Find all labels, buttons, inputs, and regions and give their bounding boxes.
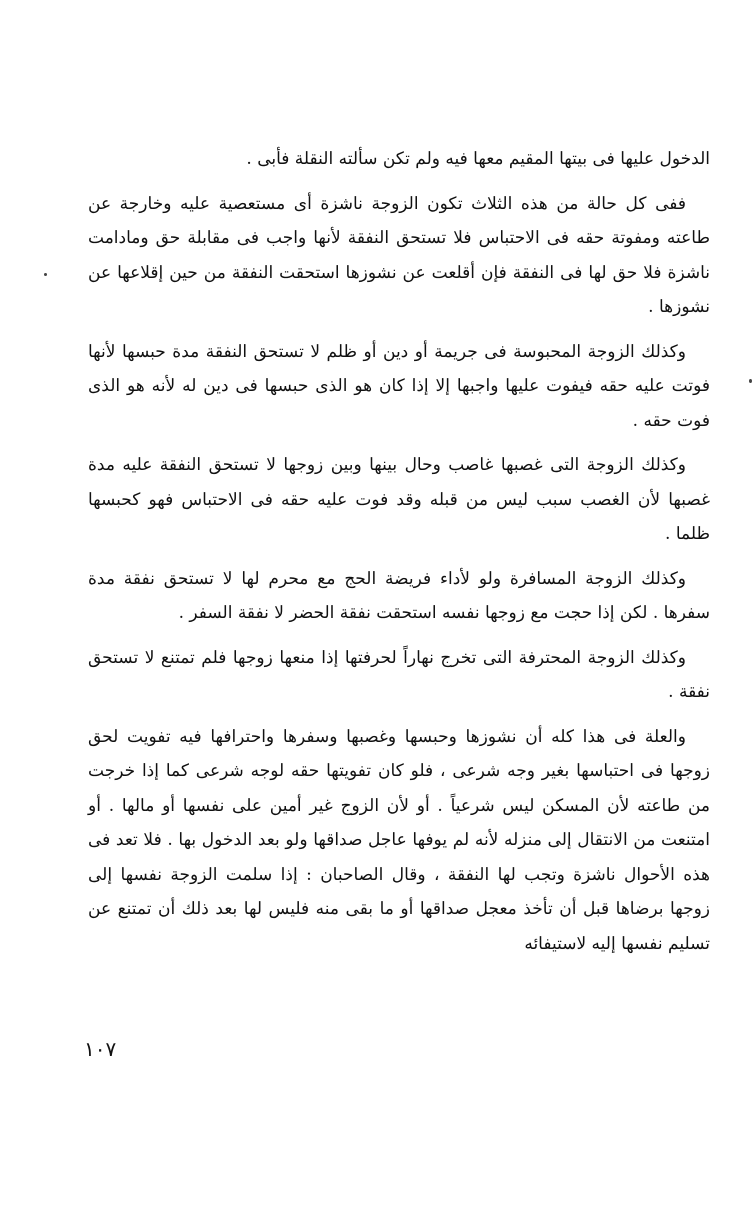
paragraph-imprisoned-wife: وكذلك الزوجة المحبوسة فى جريمة أو دين أو ظلم لا تستحق النفقة مدة حبسها لأنها فوتت عليه حقه فيفوت عليها واجبها إلا إذا كان هو الذى حبسها فى دين له لأنه هو الذى فوت حقه .: [88, 341, 710, 431]
paragraph-working-wife: وكذلك الزوجة المحترفة التى تخرج نهاراً لحرفتها إذا منعها زوجها فلم تمتنع لا تستحق نفقة .: [88, 647, 710, 702]
paragraph-traveling-wife: وكذلك الزوجة المسافرة ولو لأداء فريضة الحج مع محرم لها لا تستحق نفقة مدة سفرها . لكن إذا حجت مع زوجها نفسه استحقت نفقة الحضر لا نفقة السفر .: [88, 568, 710, 623]
page-number: ١٠٧: [84, 1037, 117, 1061]
body-text: [88, 142, 710, 971]
scan-speck: [749, 379, 752, 383]
paragraph-nashiza: ففى كل حالة من هذه الثلاث تكون الزوجة ناشزة أى مستعصية عليه وخارجة عن طاعته ومفوتة حقه فى الاحتباس فلا تستحق النفقة لأنها واجب فى مقابلة حق ومادامت ناشزة فلا حق لها فى النفقة فإن أقلعت عن نشوزها استحقت النفقة من حين إقلاعها عن نشوزها .: [88, 193, 710, 317]
paragraph-continuation: الدخول عليها فى بيتها المقيم معها فيه ولم تكن سألته النقلة فأبى .: [246, 149, 710, 169]
scan-speck: [44, 273, 47, 276]
paragraph-usurped-wife: وكذلك الزوجة التى غصبها غاصب وحال بينها وبين زوجها لا تستحق النفقة عليه مدة غصبها لأن الغصب سبب ليس من قبله وقد فوت عليه حقه فى الاحتباس فهو كحبسها ظلما .: [88, 455, 710, 544]
paragraph-reason: والعلة فى هذا كله أن نشوزها وحبسها وغصبها وسفرها واحترافها فيه تفويت لحق زوجها فى احتباسها بغير وجه شرعى ، فلو كان تفويتها حقه لوجه شرعى كما إذا خرجت من طاعته لأن المسكن ليس شرعياً . أو لأن الزوج غير أمين على نفسها أو مالها . أو امتنعت من الانتقال إلى منزله لأنه لم يوفها عاجل صداقها ولو بعد الدخول بها . فلا تعد فى هذه الأحوال ناشزة وتجب لها النفقة ، وقال الصاحبان : إذا سلمت الزوجة نفسها إلى زوجها برضاها قبل أن تأخذ معجل صداقها أو ما بقى منه فليس لها بعد ذلك أن تمتنع عن تسليم نفسها إليه لاستيفائه: [88, 726, 710, 954]
